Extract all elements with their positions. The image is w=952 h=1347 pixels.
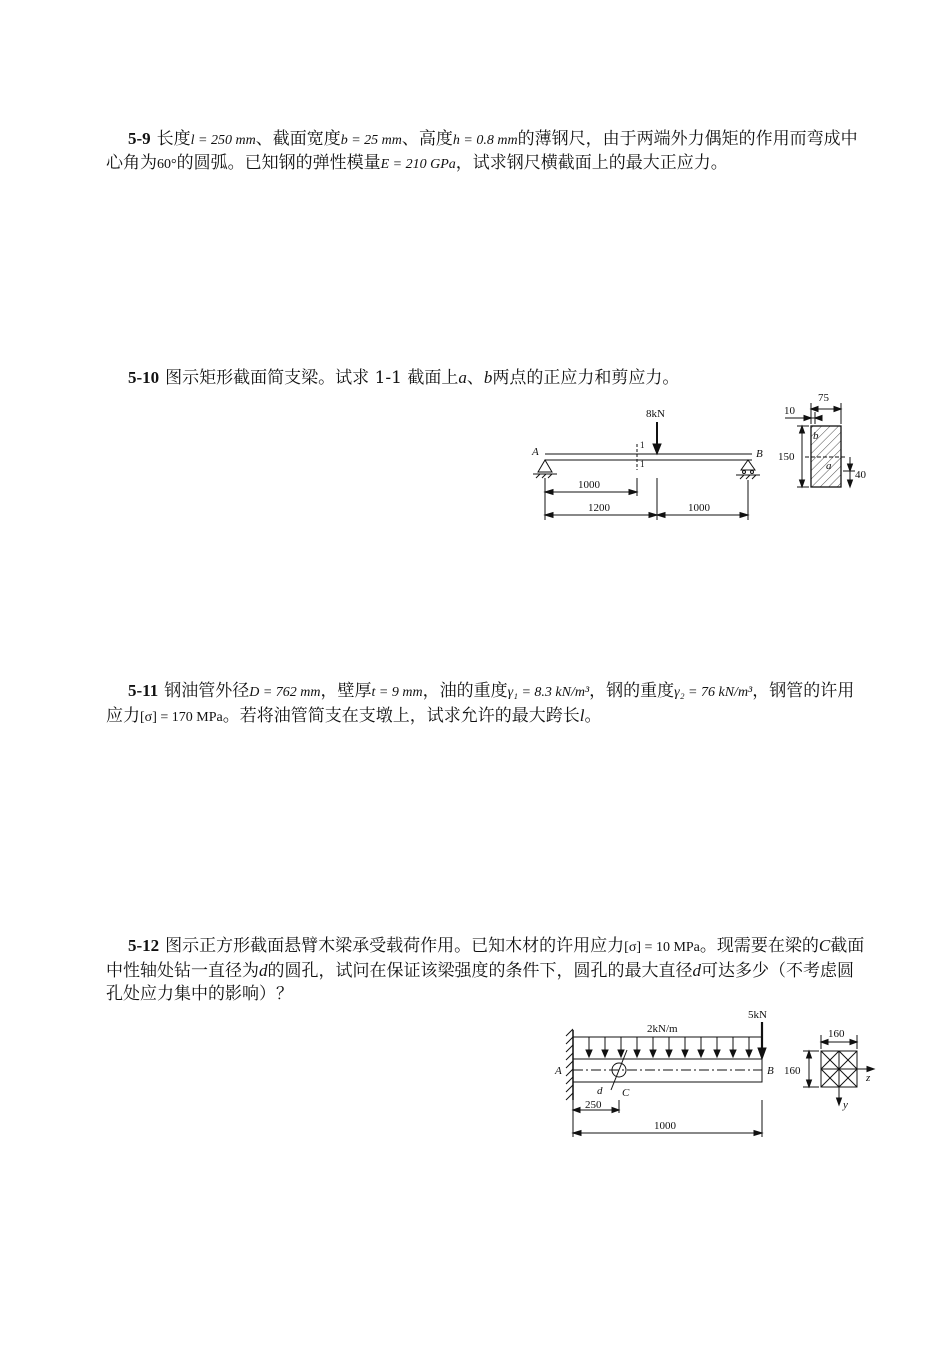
problem-text: 的圆弧。已知钢的弹性模量	[176, 153, 381, 173]
problem-text: 、高度	[401, 129, 453, 149]
problem-number: 5-9	[128, 129, 151, 148]
problem-text: 截面中性轴处钻一直径为	[106, 936, 865, 981]
dim-label: 1000	[654, 1120, 676, 1132]
dim-label: 250	[585, 1099, 602, 1111]
load-label: 8kN	[646, 408, 665, 420]
math-expr: b = 25 mm	[340, 133, 402, 148]
problem-5-11	[106, 679, 866, 729]
distributed-load-label: 2kN/m	[647, 1023, 678, 1035]
problem-text: ，试求钢尺横截面上的最大正应力。	[455, 153, 728, 173]
point-b-label: b	[813, 430, 819, 442]
problem-text: 图示正方形截面悬臂木梁承受载荷作用。已知木材的许用应力	[165, 936, 625, 956]
problem-text: 钢油管外径	[164, 681, 250, 701]
problem-number: 5-10	[128, 368, 160, 387]
problem-text: ，壁厚	[320, 681, 372, 701]
support-a-label: A	[532, 446, 539, 458]
math-expr: d	[259, 961, 268, 980]
pin-support-a	[538, 460, 552, 472]
problem-text: ，油的重度	[422, 681, 508, 701]
problem-text: 图示矩形截面简支梁。试求 1-1 截面上	[165, 368, 459, 388]
math-expr: [σ] = 170 MPa	[140, 710, 223, 725]
problem-5-12	[106, 934, 866, 1006]
problem-text: 。现需要在梁的	[699, 936, 819, 956]
problem-number: 5-11	[128, 681, 159, 700]
y-axis-label: y	[843, 1099, 848, 1111]
problem-text: 。若将油管简支在支墩上，试求允许的最大跨长	[222, 706, 580, 726]
end-b-label: B	[767, 1065, 774, 1077]
problem-text: 的圆孔，试问在保证该梁强度的条件下，圆孔的最大直径	[267, 961, 693, 981]
math-expr: C	[818, 936, 831, 955]
point-label: b	[483, 368, 493, 387]
problem-text: 。	[584, 706, 602, 726]
problem-text: 的薄钢尺，由于两端外力偶矩的作用而弯成中心角为	[106, 129, 858, 173]
point-load-label: 5kN	[748, 1009, 767, 1021]
math-expr: 60°	[157, 157, 177, 172]
problem-text: 两点的正应力和剪应力。	[492, 368, 680, 388]
support-b-label: B	[756, 448, 763, 460]
problem-text: ，钢的重度	[589, 681, 675, 701]
dim-label: 75	[818, 392, 829, 404]
problem-text: 、	[466, 368, 484, 388]
math-expr: E = 210 GPa	[380, 157, 456, 172]
dim-label: 1200	[588, 502, 610, 514]
dim-label: 1000	[688, 502, 710, 514]
dim-label: 10	[784, 405, 795, 417]
dim-label: 160	[784, 1065, 801, 1077]
math-expr: d	[692, 961, 701, 980]
problem-text: ，钢管的许用应力	[106, 681, 855, 726]
section-label: 1	[640, 459, 645, 469]
math-expr: t = 9 mm	[371, 685, 423, 700]
math-expr: l = 250 mm	[190, 133, 256, 148]
figure-5-10	[525, 385, 875, 525]
math-expr: [σ] = 10 MPa	[624, 940, 700, 955]
math-expr: γ₁ = 8.3 kN/m³	[507, 685, 590, 700]
section-label: 1	[640, 440, 645, 450]
section-c-label: C	[622, 1087, 630, 1099]
problem-number: 5-12	[128, 936, 160, 955]
z-axis-label: z	[866, 1072, 871, 1084]
point-label: a	[458, 368, 467, 387]
math-expr: l	[579, 706, 585, 725]
problem-5-9	[106, 127, 866, 176]
dim-label: 160	[828, 1028, 845, 1040]
problem-text: 、截面宽度	[255, 129, 341, 149]
problem-text: 可达多少（不考虑圆孔处应力集中的影响）？	[106, 961, 854, 1004]
problem-text: 长度	[156, 129, 191, 149]
math-expr: D = 762 mm	[249, 685, 321, 700]
point-a-label: a	[826, 460, 832, 472]
dim-label: 1000	[578, 479, 600, 491]
math-expr: h = 0.8 mm	[452, 133, 518, 148]
dim-label: 40	[855, 469, 866, 481]
dim-label: 150	[778, 451, 795, 463]
figure-5-12	[550, 1005, 880, 1140]
diameter-label: d	[597, 1085, 603, 1097]
roller-support-b	[741, 460, 755, 470]
math-expr: γ₂ = 76 kN/m³	[674, 685, 753, 700]
support-a-label: A	[555, 1065, 562, 1077]
